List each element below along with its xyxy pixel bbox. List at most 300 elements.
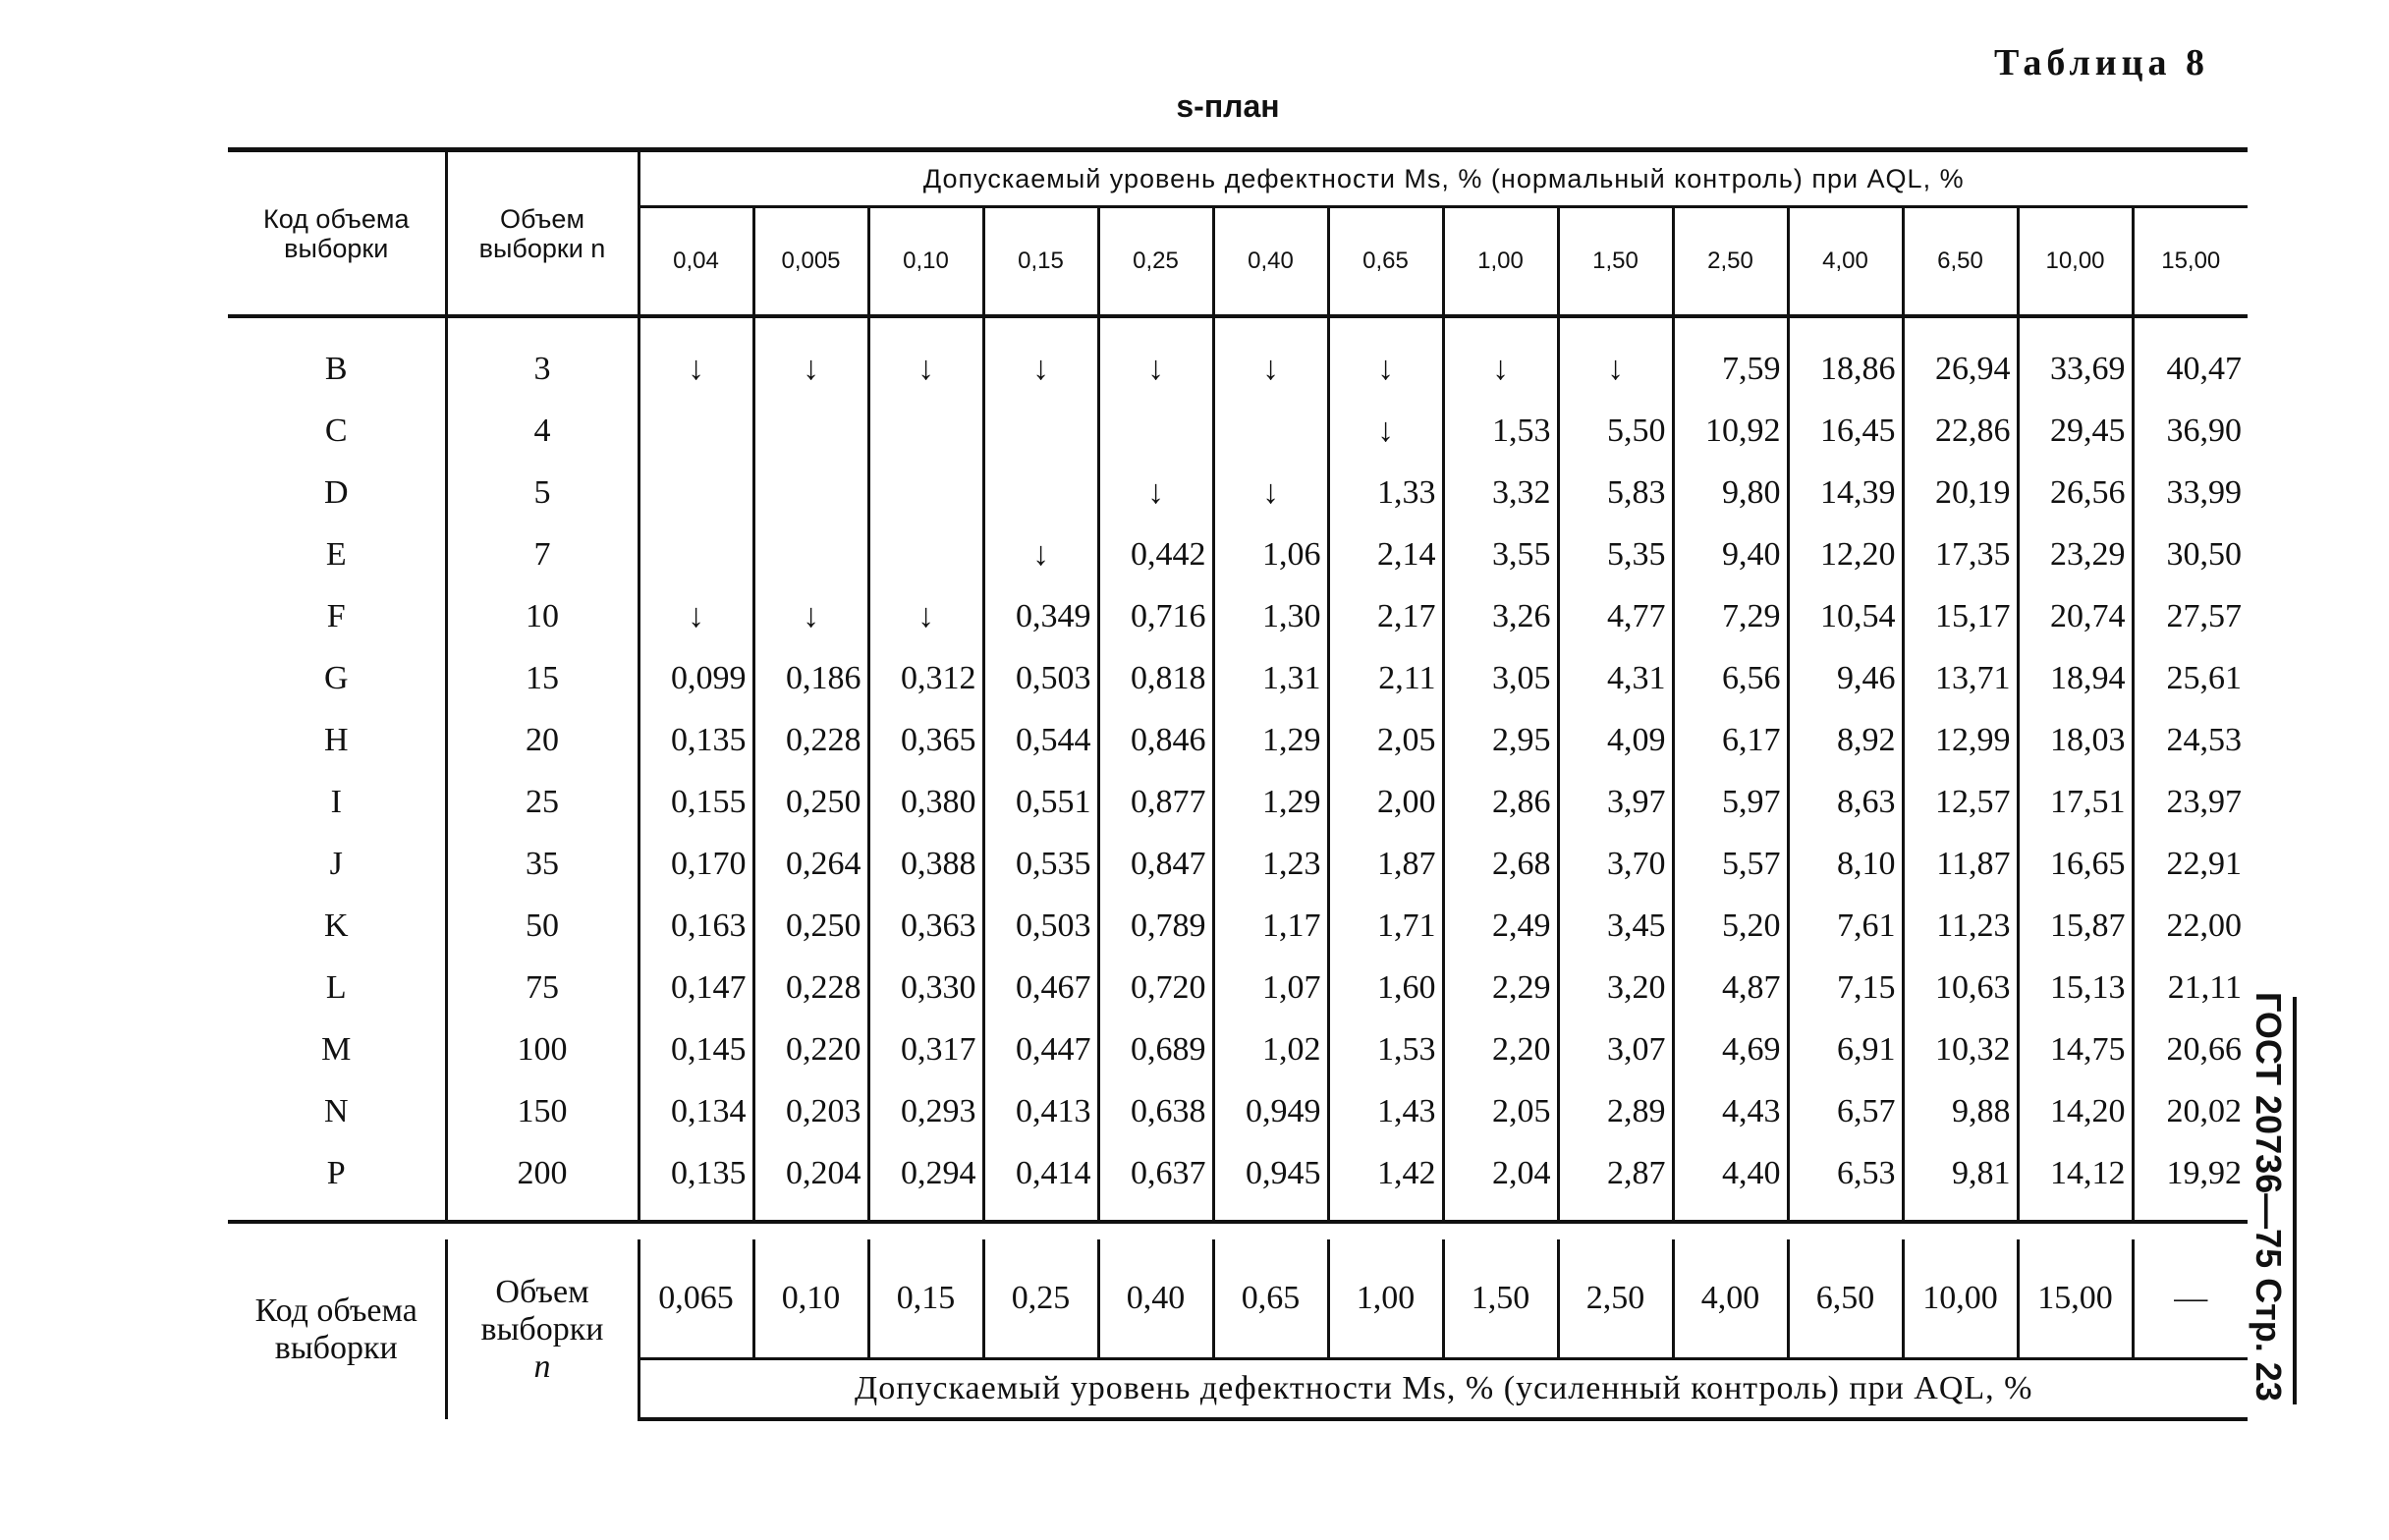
defect-level-cell: 10,92: [1673, 400, 1788, 462]
defect-level-cell: 36,90: [2133, 400, 2248, 462]
defect-level-cell: 0,846: [1098, 709, 1213, 771]
down-arrow-glyph: ↓: [1032, 350, 1049, 387]
normal-inspection-table: [228, 147, 2248, 1224]
defect-level-cell: 18,03: [2018, 709, 2133, 771]
table-row: [228, 709, 2248, 771]
defect-level-cell: [868, 400, 983, 462]
table-row: [228, 1018, 2248, 1080]
defect-level-cell: 22,86: [1903, 400, 2018, 462]
defect-level-cell: 6,91: [1788, 1018, 1903, 1080]
defect-level-cell: 4,69: [1673, 1018, 1788, 1080]
defect-level-cell: 27,57: [2133, 585, 2248, 647]
tightened-group-title: Допускаемый уровень дефектности Ms, % (усиленный контроль) при AQL, %: [639, 1359, 2248, 1420]
sample-code-cell: K: [323, 907, 349, 944]
table-row: [228, 771, 2248, 833]
sample-size-cell: 4: [446, 400, 639, 462]
aql-tightened-header: —: [2133, 1239, 2248, 1359]
aql-tightened-header: 0,40: [1098, 1239, 1213, 1359]
sample-code-cell: P: [326, 1154, 346, 1191]
defect-level-cell: 0,312: [868, 647, 983, 709]
defect-level-cell: 0,135: [639, 1142, 753, 1204]
arrow-down-icon: [1098, 338, 1213, 400]
defect-level-cell: 16,45: [1788, 400, 1903, 462]
defect-level-cell: 0,170: [639, 833, 753, 895]
spacer-row: [228, 1204, 2248, 1222]
defect-level-cell: 23,29: [2018, 523, 2133, 585]
table-label: Таблица 8: [1994, 42, 2210, 83]
defect-level-cell: [868, 523, 983, 585]
down-arrow-glyph: ↓: [1262, 473, 1279, 511]
sample-size-cell: 3: [446, 338, 639, 400]
defect-level-cell: 2,20: [1443, 1018, 1558, 1080]
defect-level-cell: 3,05: [1443, 647, 1558, 709]
sample-code-cell: D: [323, 473, 349, 511]
sample-size-cell: 200: [446, 1142, 639, 1204]
defect-level-cell: 22,91: [2133, 833, 2248, 895]
defect-level-cell: 0,099: [639, 647, 753, 709]
arrow-down-icon: [1098, 462, 1213, 523]
header-sample-code: [228, 150, 446, 317]
defect-level-cell: 0,544: [983, 709, 1098, 771]
tight-code-line2: выборки: [274, 1329, 398, 1366]
defect-level-cell: 5,83: [1558, 462, 1673, 523]
defect-level-cell: 0,716: [1098, 585, 1213, 647]
arrow-down-icon: [868, 338, 983, 400]
defect-level-cell: 19,92: [2133, 1142, 2248, 1204]
defect-level-cell: 0,330: [868, 957, 983, 1018]
defect-level-cell: 4,40: [1673, 1142, 1788, 1204]
defect-level-cell: 0,204: [753, 1142, 868, 1204]
defect-level-cell: 0,447: [983, 1018, 1098, 1080]
defect-level-cell: 0,203: [753, 1080, 868, 1142]
defect-level-cell: 4,09: [1558, 709, 1673, 771]
aql-normal-header: 0,15: [983, 207, 1098, 317]
header-code-line2: выборки: [284, 233, 389, 263]
defect-level-cell: 8,63: [1788, 771, 1903, 833]
defect-level-cell: 0,293: [868, 1080, 983, 1142]
defect-level-cell: 8,10: [1788, 833, 1903, 895]
table-row: [228, 1080, 2248, 1142]
defect-level-cell: 14,12: [2018, 1142, 2133, 1204]
defect-level-cell: 5,50: [1558, 400, 1673, 462]
defect-level-cell: 4,43: [1673, 1080, 1788, 1142]
defect-level-cell: 2,95: [1443, 709, 1558, 771]
defect-level-cell: 2,29: [1443, 957, 1558, 1018]
defect-level-cell: 1,87: [1328, 833, 1443, 895]
sample-code-cell: C: [324, 412, 348, 449]
defect-level-cell: 7,61: [1788, 895, 1903, 957]
defect-level-cell: 7,15: [1788, 957, 1903, 1018]
arrow-down-icon: [983, 523, 1098, 585]
defect-level-cell: 3,55: [1443, 523, 1558, 585]
defect-level-cell: 0,535: [983, 833, 1098, 895]
sample-code-cell: B: [324, 350, 348, 387]
defect-level-cell: 29,45: [2018, 400, 2133, 462]
defect-level-cell: [639, 523, 753, 585]
tight-size-line2: выборки: [480, 1310, 604, 1348]
down-arrow-glyph: ↓: [803, 597, 819, 634]
aql-normal-header: 15,00: [2133, 207, 2248, 317]
defect-level-cell: 6,56: [1673, 647, 1788, 709]
down-arrow-glyph: ↓: [1607, 350, 1624, 387]
sample-code-cell: I: [330, 783, 342, 820]
sample-code-cell: E: [325, 535, 347, 573]
defect-level-cell: 26,94: [1903, 338, 2018, 400]
side-page-label: ГОСТ 20736—75 Стр. 23: [2249, 992, 2289, 1402]
defect-level-cell: [983, 462, 1098, 523]
arrow-down-icon: [868, 585, 983, 647]
defect-level-cell: 0,949: [1213, 1080, 1328, 1142]
defect-level-cell: 17,35: [1903, 523, 2018, 585]
defect-level-cell: 0,363: [868, 895, 983, 957]
tight-code-line1: Код объема: [254, 1292, 417, 1329]
table-row: [228, 400, 2248, 462]
arrow-down-icon: [753, 585, 868, 647]
header-size-line2: выборки n: [478, 233, 606, 263]
defect-level-cell: 8,92: [1788, 709, 1903, 771]
down-arrow-glyph: ↓: [688, 597, 704, 634]
aql-tightened-header: 15,00: [2018, 1239, 2133, 1359]
down-arrow-glyph: ↓: [917, 597, 934, 634]
defect-level-cell: 17,51: [2018, 771, 2133, 833]
arrow-down-icon: [1213, 462, 1328, 523]
plan-title: s-план: [1176, 88, 1280, 124]
defect-level-cell: 2,86: [1443, 771, 1558, 833]
defect-level-cell: 1,29: [1213, 771, 1328, 833]
defect-level-cell: 33,69: [2018, 338, 2133, 400]
arrow-down-icon: [1443, 338, 1558, 400]
defect-level-cell: [868, 462, 983, 523]
aql-tightened-header: 1,50: [1443, 1239, 1558, 1359]
defect-level-cell: 10,54: [1788, 585, 1903, 647]
defect-level-cell: 2,89: [1558, 1080, 1673, 1142]
defect-level-cell: [1098, 400, 1213, 462]
defect-level-cell: 33,99: [2133, 462, 2248, 523]
defect-level-cell: 0,442: [1098, 523, 1213, 585]
defect-level-cell: 15,87: [2018, 895, 2133, 957]
aql-tightened-header: 10,00: [1903, 1239, 2018, 1359]
defect-level-cell: 1,60: [1328, 957, 1443, 1018]
aql-normal-header: 1,50: [1558, 207, 1673, 317]
tight-size-line3: n: [533, 1348, 551, 1385]
defect-level-cell: 0,135: [639, 709, 753, 771]
table-row: [228, 338, 2248, 400]
defect-level-cell: 18,86: [1788, 338, 1903, 400]
defect-level-cell: 15,13: [2018, 957, 2133, 1018]
aql-tightened-header: 0,10: [753, 1239, 868, 1359]
defect-level-cell: 3,45: [1558, 895, 1673, 957]
down-arrow-glyph: ↓: [803, 350, 819, 387]
defect-level-cell: 10,63: [1903, 957, 2018, 1018]
down-arrow-glyph: ↓: [1377, 350, 1394, 387]
defect-level-cell: 1,43: [1328, 1080, 1443, 1142]
arrow-down-icon: [1213, 338, 1328, 400]
defect-level-cell: 12,57: [1903, 771, 2018, 833]
defect-level-cell: 4,77: [1558, 585, 1673, 647]
defect-level-cell: 0,503: [983, 895, 1098, 957]
sample-size-cell: 5: [446, 462, 639, 523]
defect-level-cell: 0,147: [639, 957, 753, 1018]
defect-level-cell: 1,71: [1328, 895, 1443, 957]
down-arrow-glyph: ↓: [1147, 473, 1164, 511]
defect-level-cell: 3,70: [1558, 833, 1673, 895]
table-row: [228, 523, 2248, 585]
aql-normal-header: 0,40: [1213, 207, 1328, 317]
defect-level-cell: 1,29: [1213, 709, 1328, 771]
defect-level-cell: 18,94: [2018, 647, 2133, 709]
defect-level-cell: [753, 462, 868, 523]
defect-level-cell: 2,00: [1328, 771, 1443, 833]
defect-level-cell: 0,414: [983, 1142, 1098, 1204]
arrow-down-icon: [639, 585, 753, 647]
tight-size-line1: Объем: [495, 1273, 589, 1310]
aql-tightened-header: 4,00: [1673, 1239, 1788, 1359]
defect-level-cell: 5,20: [1673, 895, 1788, 957]
defect-level-cell: 5,35: [1558, 523, 1673, 585]
sample-code-cell: G: [323, 659, 349, 696]
defect-level-cell: 0,186: [753, 647, 868, 709]
defect-level-cell: 11,87: [1903, 833, 2018, 895]
sample-size-cell: 75: [446, 957, 639, 1018]
defect-level-cell: 3,07: [1558, 1018, 1673, 1080]
sample-code-cell: H: [323, 721, 349, 758]
aql-normal-header: 1,00: [1443, 207, 1558, 317]
defect-level-cell: [753, 400, 868, 462]
defect-level-cell: 2,11: [1328, 647, 1443, 709]
tight-size-label: [446, 1239, 639, 1419]
defect-level-cell: 0,818: [1098, 647, 1213, 709]
defect-level-cell: 2,14: [1328, 523, 1443, 585]
defect-level-cell: 2,87: [1558, 1142, 1673, 1204]
aql-normal-header: 0,04: [639, 207, 753, 317]
arrow-down-icon: [753, 338, 868, 400]
aql-normal-header: 2,50: [1673, 207, 1788, 317]
sample-size-cell: 100: [446, 1018, 639, 1080]
defect-level-cell: 1,53: [1328, 1018, 1443, 1080]
defect-level-cell: 0,847: [1098, 833, 1213, 895]
defect-level-cell: 15,17: [1903, 585, 2018, 647]
defect-level-cell: 0,467: [983, 957, 1098, 1018]
sample-size-cell: 7: [446, 523, 639, 585]
defect-level-cell: 26,56: [2018, 462, 2133, 523]
down-arrow-glyph: ↓: [917, 350, 934, 387]
defect-level-cell: 4,87: [1673, 957, 1788, 1018]
defect-level-cell: 0,877: [1098, 771, 1213, 833]
table-row: [228, 647, 2248, 709]
defect-level-cell: 0,250: [753, 771, 868, 833]
side-rule: [2293, 997, 2297, 1404]
spacer-row: [228, 316, 2248, 338]
defect-level-cell: 6,53: [1788, 1142, 1903, 1204]
defect-level-cell: 0,945: [1213, 1142, 1328, 1204]
table-row: [228, 462, 2248, 523]
defect-level-cell: 25,61: [2133, 647, 2248, 709]
defect-level-cell: 0,388: [868, 833, 983, 895]
sample-size-cell: 10: [446, 585, 639, 647]
defect-level-cell: 20,19: [1903, 462, 2018, 523]
defect-level-cell: 20,66: [2133, 1018, 2248, 1080]
sample-code-cell: F: [326, 597, 346, 634]
defect-level-cell: 6,17: [1673, 709, 1788, 771]
defect-level-cell: 3,32: [1443, 462, 1558, 523]
table-row: [228, 957, 2248, 1018]
defect-level-cell: 0,294: [868, 1142, 983, 1204]
defect-level-cell: 2,49: [1443, 895, 1558, 957]
aql-normal-header: 0,25: [1098, 207, 1213, 317]
defect-level-cell: 1,02: [1213, 1018, 1328, 1080]
defect-level-cell: 14,75: [2018, 1018, 2133, 1080]
down-arrow-glyph: ↓: [1032, 535, 1049, 573]
arrow-down-icon: [983, 338, 1098, 400]
defect-level-cell: 40,47: [2133, 338, 2248, 400]
defect-level-cell: 0,551: [983, 771, 1098, 833]
defect-level-cell: 0,637: [1098, 1142, 1213, 1204]
defect-level-cell: 22,00: [2133, 895, 2248, 957]
down-arrow-glyph: ↓: [1492, 350, 1509, 387]
aql-normal-header: 4,00: [1788, 207, 1903, 317]
aql-tightened-row: [228, 1239, 2248, 1359]
defect-level-cell: 5,97: [1673, 771, 1788, 833]
arrow-down-icon: [1558, 338, 1673, 400]
defect-level-cell: 1,42: [1328, 1142, 1443, 1204]
defect-level-cell: 3,20: [1558, 957, 1673, 1018]
defect-level-cell: 1,53: [1443, 400, 1558, 462]
defect-level-cell: 1,30: [1213, 585, 1328, 647]
header-sample-size: [446, 150, 639, 317]
defect-level-cell: 1,33: [1328, 462, 1443, 523]
down-arrow-glyph: ↓: [1377, 412, 1394, 449]
sample-size-cell: 15: [446, 647, 639, 709]
sample-size-cell: 35: [446, 833, 639, 895]
defect-level-cell: 0,349: [983, 585, 1098, 647]
defect-level-cell: 14,20: [2018, 1080, 2133, 1142]
sample-code-cell: L: [325, 968, 347, 1006]
table-row: [228, 585, 2248, 647]
defect-level-cell: 0,220: [753, 1018, 868, 1080]
defect-level-cell: 0,145: [639, 1018, 753, 1080]
defect-level-cell: 20,74: [2018, 585, 2133, 647]
defect-level-cell: [983, 400, 1098, 462]
aql-normal-header: 10,00: [2018, 207, 2133, 317]
sample-size-cell: 20: [446, 709, 639, 771]
defect-level-cell: 24,53: [2133, 709, 2248, 771]
table-row: [228, 1142, 2248, 1204]
defect-level-cell: 23,97: [2133, 771, 2248, 833]
aql-normal-header: 0,65: [1328, 207, 1443, 317]
header-size-line1: Объем: [499, 203, 585, 234]
down-arrow-glyph: ↓: [1147, 350, 1164, 387]
aql-tightened-header: 6,50: [1788, 1239, 1903, 1359]
defect-level-cell: 3,97: [1558, 771, 1673, 833]
defect-level-cell: 0,720: [1098, 957, 1213, 1018]
aql-tightened-header: 0,065: [639, 1239, 753, 1359]
defect-level-cell: 1,17: [1213, 895, 1328, 957]
arrow-down-icon: [1328, 400, 1443, 462]
aql-normal-header: 6,50: [1903, 207, 2018, 317]
defect-level-cell: 10,32: [1903, 1018, 2018, 1080]
defect-level-cell: 0,638: [1098, 1080, 1213, 1142]
defect-level-cell: 9,40: [1673, 523, 1788, 585]
defect-level-cell: 0,155: [639, 771, 753, 833]
defect-level-cell: 0,789: [1098, 895, 1213, 957]
defect-level-cell: 3,26: [1443, 585, 1558, 647]
defect-level-cell: [1213, 400, 1328, 462]
table-row: [228, 833, 2248, 895]
defect-level-cell: 14,39: [1788, 462, 1903, 523]
header-code-line1: Код объема: [263, 203, 410, 234]
defect-level-cell: 0,413: [983, 1080, 1098, 1142]
defect-level-cell: 9,88: [1903, 1080, 2018, 1142]
defect-level-cell: [639, 400, 753, 462]
down-arrow-glyph: ↓: [1262, 350, 1279, 387]
defect-level-cell: 7,59: [1673, 338, 1788, 400]
defect-level-cell: 0,228: [753, 957, 868, 1018]
defect-level-cell: 0,228: [753, 709, 868, 771]
defect-level-cell: 0,380: [868, 771, 983, 833]
defect-level-cell: 1,07: [1213, 957, 1328, 1018]
arrow-down-icon: [639, 338, 753, 400]
defect-level-cell: 30,50: [2133, 523, 2248, 585]
aql-normal-header: 0,10: [868, 207, 983, 317]
sample-size-cell: 25: [446, 771, 639, 833]
aql-tightened-header: 2,50: [1558, 1239, 1673, 1359]
defect-level-cell: 6,57: [1788, 1080, 1903, 1142]
defect-level-cell: 1,06: [1213, 523, 1328, 585]
defect-level-cell: 11,23: [1903, 895, 2018, 957]
defect-level-cell: 2,04: [1443, 1142, 1558, 1204]
sample-size-cell: 50: [446, 895, 639, 957]
aql-normal-header: 0,005: [753, 207, 868, 317]
defect-level-cell: 9,81: [1903, 1142, 2018, 1204]
defect-level-cell: 2,05: [1328, 709, 1443, 771]
defect-level-cell: 2,17: [1328, 585, 1443, 647]
sample-code-cell: J: [329, 845, 343, 882]
defect-level-cell: 0,163: [639, 895, 753, 957]
defect-level-cell: 20,02: [2133, 1080, 2248, 1142]
defect-level-cell: 0,134: [639, 1080, 753, 1142]
arrow-down-icon: [1328, 338, 1443, 400]
table-row: [228, 895, 2248, 957]
aql-tightened-header: 0,25: [983, 1239, 1098, 1359]
aql-tightened-header: 1,00: [1328, 1239, 1443, 1359]
defect-level-cell: 4,31: [1558, 647, 1673, 709]
defect-level-cell: 9,46: [1788, 647, 1903, 709]
defect-level-cell: 0,365: [868, 709, 983, 771]
defect-level-cell: [753, 523, 868, 585]
defect-level-cell: 12,20: [1788, 523, 1903, 585]
aql-tightened-header: 0,15: [868, 1239, 983, 1359]
defect-level-cell: 0,264: [753, 833, 868, 895]
defect-level-cell: 2,05: [1443, 1080, 1558, 1142]
aql-tightened-header: 0,65: [1213, 1239, 1328, 1359]
defect-level-cell: 1,31: [1213, 647, 1328, 709]
defect-level-cell: 0,689: [1098, 1018, 1213, 1080]
sample-code-cell: N: [323, 1092, 349, 1129]
defect-level-cell: 0,250: [753, 895, 868, 957]
tightened-inspection-table: [228, 1239, 2248, 1421]
defect-level-cell: 0,317: [868, 1018, 983, 1080]
defect-level-cell: 0,503: [983, 647, 1098, 709]
defect-level-cell: 13,71: [1903, 647, 2018, 709]
defect-level-cell: [639, 462, 753, 523]
sample-code-cell: M: [321, 1030, 352, 1068]
defect-level-cell: 1,23: [1213, 833, 1328, 895]
defect-level-cell: 21,11: [2133, 957, 2248, 1018]
defect-level-cell: 2,68: [1443, 833, 1558, 895]
defect-level-cell: 16,65: [2018, 833, 2133, 895]
sample-size-cell: 150: [446, 1080, 639, 1142]
tight-code-label: [228, 1239, 446, 1419]
